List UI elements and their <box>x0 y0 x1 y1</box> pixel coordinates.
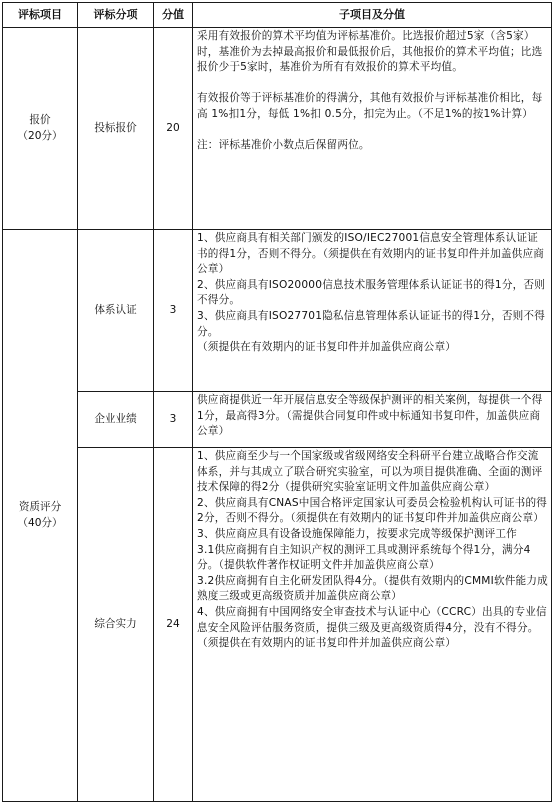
score-cell: 24 <box>154 448 193 802</box>
table-row <box>3 28 552 230</box>
group-total: （40分） <box>17 516 63 529</box>
table-row <box>3 230 552 392</box>
group-total: （20分） <box>17 129 63 142</box>
detail-paragraph: 有效报价等于评标基准价的得满分，其他有效报价与评标基准价相比，每高 1%扣1分，每低 1%扣 0.5分，扣完为止。（不足1%的按1%计算） <box>197 92 543 120</box>
sub-item-cell: 企业业绩 <box>78 392 154 448</box>
detail-paragraph: 1、供应商至少与一个国家级或省级网络安全科研平台建立战略合作交流体系，并与其成立了联合研究实验室，可以为项目提供准确、全面的测评技术保障的得2分（提供研究实验室证明文件加盖供应商公章） 2、供应商具有CNAS中国合格评定国家认可委员会检验机构认可证书的得2分，否则不得分。（须提供在有效期内的证书复印件并加盖供应商公章） 3、供应商应具有设备设施保障能力，按要求完成等级保护测评工作 3.1供应商拥有自主知识产权的测评工具或测评系统每个得1分，满分4分。（提供软件著作权证明文件并加盖供应商公章） 3.2供应商拥有自主化研发团队得4分。（提供有效期内的CMMI软件能力成熟度三级或更高级资质并加盖供应商公章） 4、供应商拥有中国网络安全审查技术与认证中心（CCRC）出具的专业信息安全风险评估服务资质，提供三级及更高级资质得4分，没有不得分。（须提供在有效期内的证书复印件并加盖供应商公章） <box>197 450 548 650</box>
score-cell: 3 <box>154 392 193 448</box>
sub-item-cell: 体系认证 <box>78 230 154 392</box>
detail-cell <box>193 448 552 802</box>
sub-item-cell: 综合实力 <box>78 448 154 802</box>
group-name: 资质评分 <box>18 500 62 513</box>
header-detail: 子项目及分值 <box>193 3 552 28</box>
detail-paragraph: 注：评标基准价小数点后保留两位。 <box>197 139 370 152</box>
score-cell: 20 <box>154 28 193 230</box>
header-row <box>3 3 552 28</box>
detail-paragraph: 供应商提供近一年开展信息安全等级保护测评的相关案例，每提供一个得1分，最高得3分。（需提供合同复印件或中标通知书复印件，加盖供应商公章） <box>197 394 543 438</box>
group-cell-qualification <box>3 230 78 802</box>
detail-cell <box>193 28 552 230</box>
header-score: 分值 <box>154 3 193 28</box>
sub-item-cell: 投标报价 <box>78 28 154 230</box>
group-cell-price <box>3 28 78 230</box>
table-row <box>3 448 552 802</box>
header-item: 评标项目 <box>3 3 78 28</box>
detail-cell <box>193 392 552 448</box>
header-sub-item: 评标分项 <box>78 3 154 28</box>
score-cell: 3 <box>154 230 193 392</box>
scoring-table <box>2 2 552 802</box>
group-name: 报价 <box>29 113 51 126</box>
detail-paragraph: 1、供应商具有相关部门颁发的ISO/IEC27001信息安全管理体系认证证书的得1分，否则不得分。（须提供在有效期内的证书复印件并加盖供应商公章） 2、供应商具有ISO20000信息技术服务管理体系认证证书的得1分，否则不得分。 3、供应商具有ISO27701隐私信息管理体系认证证书的得1分，否则不得分。 （须提供在有效期内的证书复印件并加盖供应商公章） <box>197 232 546 354</box>
detail-cell <box>193 230 552 392</box>
detail-paragraph: 采用有效报价的算术平均值为评标基准价。比选报价超过5家（含5家）时，基准价为去掉最高报价和最低报价后，其他报价的算术平均值；比选报价少于5家时，基准价为所有有效报价的算术平均值。 <box>197 30 543 74</box>
table-row <box>3 392 552 448</box>
